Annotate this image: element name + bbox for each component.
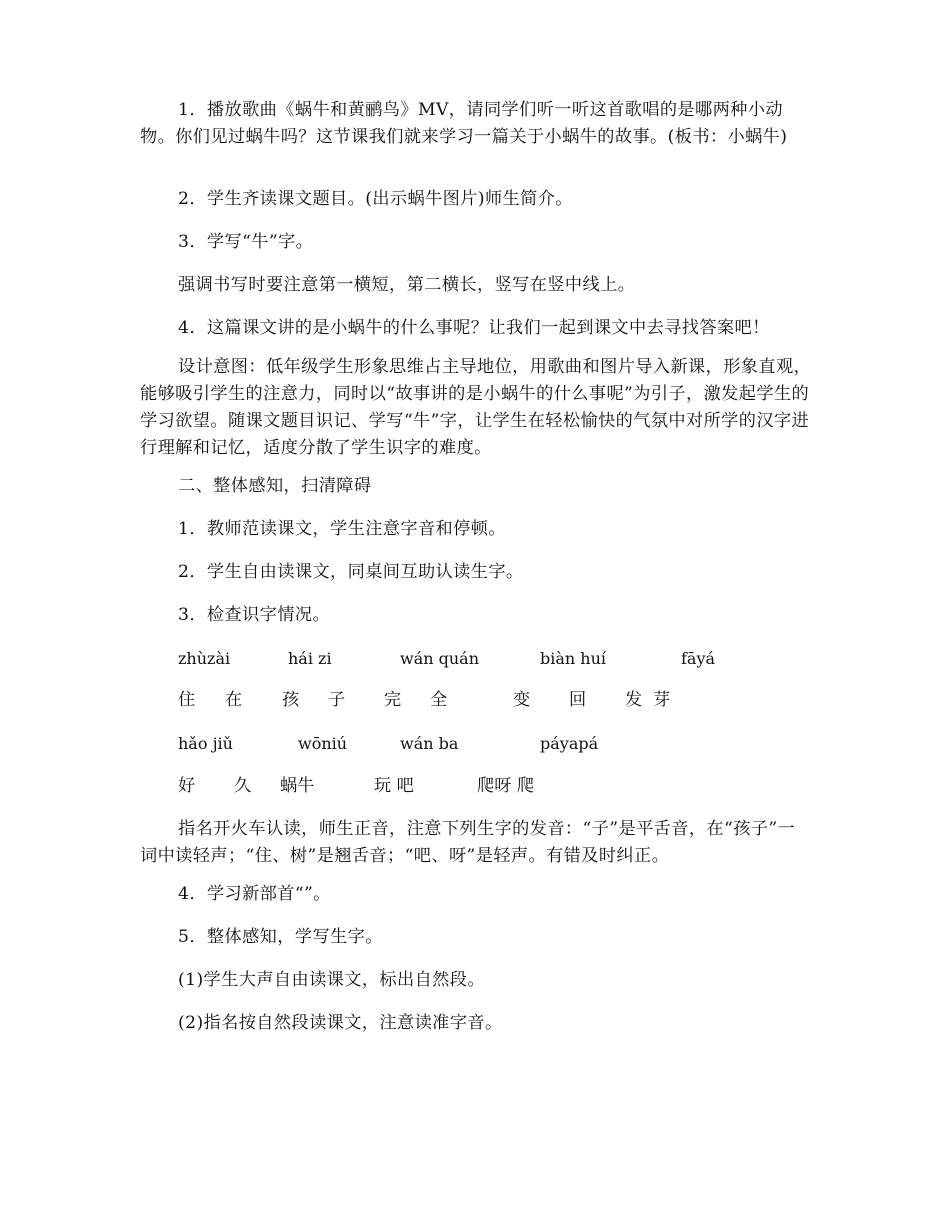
paragraph-new-radical: 4．学习新部首“”。: [178, 884, 331, 904]
hanzi-char: 回: [569, 690, 587, 710]
paragraph-read-title: 2．学生齐读课文题目。(出示蜗牛图片)师生简介。: [178, 189, 573, 209]
hanzi-char: 孩: [282, 690, 300, 710]
paragraph-overall-perception: 5．整体感知，学写生字。: [178, 927, 383, 947]
hanzi-char: 发: [625, 690, 643, 710]
char-row-1: [178, 687, 818, 714]
hanzi-char: 全: [430, 690, 448, 710]
paragraph-check-literacy: 3．检查识字情况。: [178, 605, 331, 625]
hanzi-char: 完: [384, 690, 402, 710]
hanzi-char: 子: [328, 690, 346, 710]
section-heading: 二、整体感知，扫清障碍: [178, 476, 372, 496]
hanzi-word: 蜗牛: [280, 776, 315, 796]
pinyin-row-2: [178, 730, 818, 757]
paragraph-mark-sections: (1)学生大声自由读课文，标出自然段。: [178, 970, 485, 990]
pinyin-word: wán ba: [400, 734, 459, 753]
hanzi-char: 住: [178, 690, 196, 710]
paragraph-write-niu: 3．学写“牛”字。: [178, 232, 314, 252]
pinyin-word: wán quán: [400, 649, 480, 668]
paragraph-student-read: 2．学生自由读课文，同桌间互助认读生字。: [178, 562, 524, 582]
hanzi-char: 在: [225, 690, 243, 710]
hanzi-word: 好: [178, 776, 196, 796]
hanzi-word: 玩 吧: [374, 776, 414, 796]
hanzi-char: 变: [513, 690, 531, 710]
paragraph-intro-song: 1．播放歌曲《蜗牛和黄鹂鸟》MV，请同学们听一听这首歌唱的是哪两种小动物。你们见过蜗牛吗？这节课我们就来学习一篇关于小蜗牛的故事。(板书：小蜗牛): [140, 100, 788, 147]
hanzi-word: 久: [234, 776, 252, 796]
pinyin-row-1: [178, 645, 818, 672]
pinyin-word: páyapá: [540, 734, 599, 753]
pinyin-word: hǎo jiǔ: [178, 734, 233, 753]
pinyin-word: zhùzài: [178, 649, 231, 668]
hanzi-word: 爬呀 爬: [477, 776, 535, 796]
pinyin-word: biàn huí: [540, 649, 607, 668]
paragraph-teacher-read: 1．教师范读课文，学生注意字音和停顿。: [178, 519, 506, 539]
pinyin-word: wōniú: [298, 734, 348, 753]
paragraph-stroke-note: 强调书写时要注意第一横短，第二横长，竖写在竖中线上。: [178, 275, 636, 295]
pinyin-word: fāyá: [681, 649, 716, 668]
paragraph-train-reading: 指名开火车认读，师生正音，注意下列生字的发音：“子”是平舌音，在“孩子”一词中读轻声；“住、树”是翘舌音；“吧、呀”是轻声。有错及时纠正。: [140, 819, 796, 866]
hanzi-char: 芽: [653, 690, 671, 710]
pinyin-word: hái zi: [288, 649, 332, 668]
paragraph-design-intent: 设计意图：低年级学生形象思维占主导地位，用歌曲和图片导入新课，形象直观，能够吸引学生的注意力，同时以“故事讲的是小蜗牛的什么事呢”为引子，激发起学生的学习欲望。随课文题目识记、学写“牛”字，让学生在轻松愉快的气氛中对所学的汉字进行理解和记忆，适度分散了学生识字的难度。: [140, 357, 812, 458]
paragraph-read-by-section: (2)指名按自然段读课文，注意读准字音。: [178, 1013, 503, 1033]
paragraph-lead-question: 4．这篇课文讲的是小蜗牛的什么事呢？让我们一起到课文中去寻找答案吧！: [178, 318, 770, 338]
char-row-2: [178, 773, 818, 800]
